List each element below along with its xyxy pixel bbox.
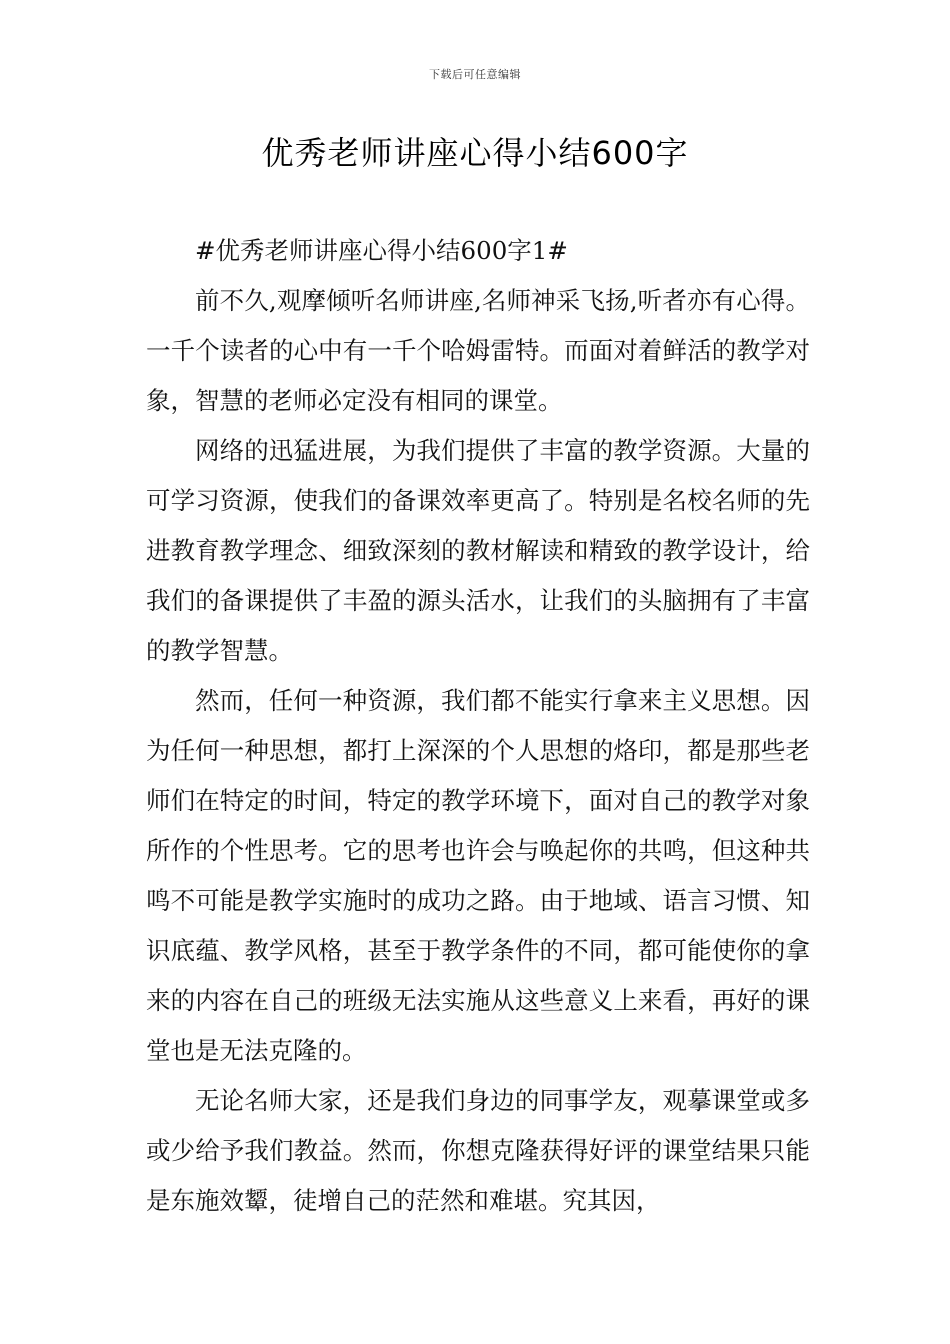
paragraph-3: 然而，任何一种资源，我们都不能实行拿来主义思想。因为任何一种思想，都打上深深的个人思想的烙印，都是那些老师们在特定的时间，特定的教学环境下，面对自己的教学对象所作的个性思考。它的思考也许会与唤起你的共鸣，但这种共鸣不可能是教学实施时的成功之路。由于地域、语言习惯、知识底蕴、教学风格，甚至于教学条件的不同，都可能使你的拿来的内容在自己的班级无法实施从这些意义上来看，再好的课堂也是无法克隆的。 — [146, 686, 810, 1065]
page-title: 优秀老师讲座心得小结600字 — [261, 134, 689, 172]
header-note: 下载后可任意编辑 — [429, 68, 521, 81]
paragraph-1: 前不久,观摩倾听名师讲座,名师神采飞扬,听者亦有心得。一千个读者的心中有一千个哈姆雷特。而面对着鲜活的教学对象，智慧的老师必定没有相同的课堂。 — [146, 286, 810, 415]
paragraph-4: 无论名师大家，还是我们身边的同事学友，观摹课堂或多或少给予我们教益。然而，你想克隆获得好评的课堂结果只能是东施效颦，徒增自己的茫然和难堪。究其因， — [146, 1086, 810, 1215]
section-heading: #优秀老师讲座心得小结600字1# — [195, 236, 568, 265]
document-body — [146, 226, 810, 1226]
paragraph-2: 网络的迅猛进展，为我们提供了丰富的教学资源。大量的可学习资源，使我们的备课效率更高了。特别是名校名师的先进教育教学理念、细致深刻的教材解读和精致的教学设计，给我们的备课提供了丰盈的源头活水，让我们的头脑拥有了丰富的教学智慧。 — [146, 436, 810, 665]
